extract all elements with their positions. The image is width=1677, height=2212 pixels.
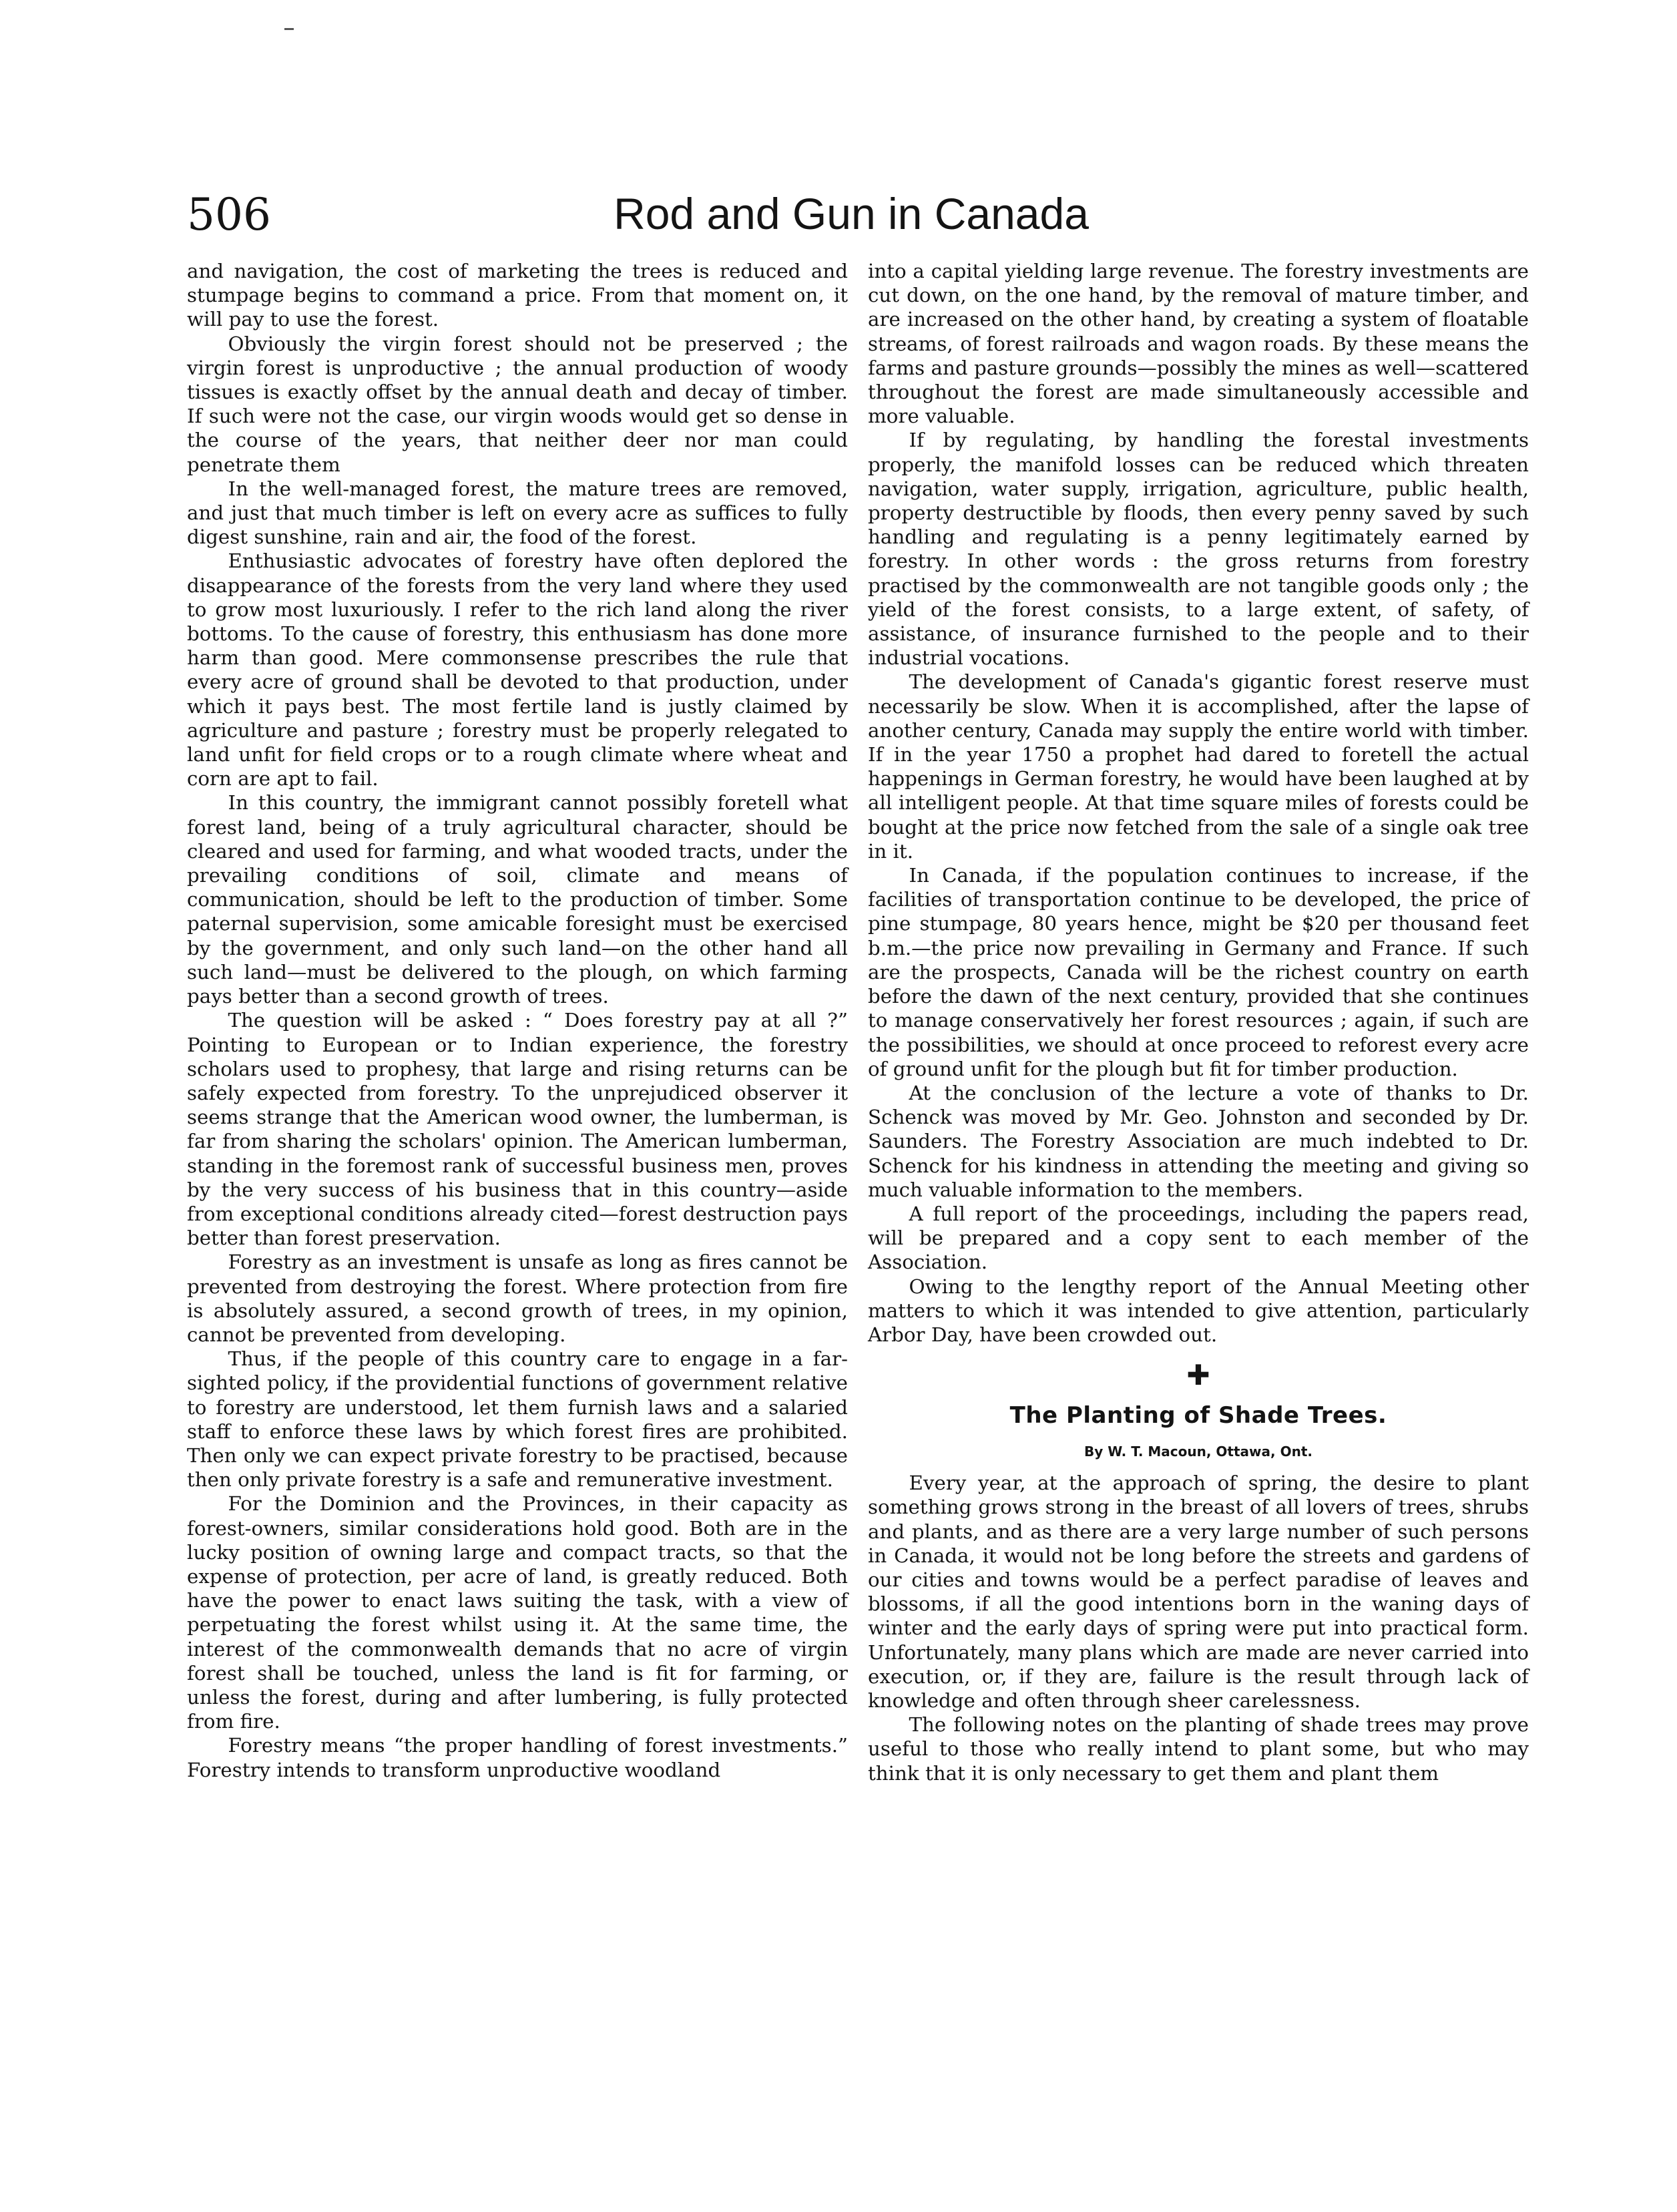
paragraph: The development of Canada's gigantic forest reserve must necessarily be slow. When it is accomplished, after the lapse of another century, Canada may supply the entire world with timber. If in the year 1750 a prophet had dared to foretell the actual happenings in German forestry, he would have been laughed at by all intelligent people. At that time square miles of forests could be bought at the price now fetched from the sale of a single oak tree in it. bbox=[868, 670, 1529, 863]
paragraph: The question will be asked : “ Does forestry pay at all ?” Pointing to European or to Indian experience, the forestry scholars used to prophesy, that large and rising returns can be safely expected from forestry. To the unprejudiced observer it seems strange that the American wood owner, the lumberman, is far from sharing the scholars' opinion. The American lumberman, standing in the foremost rank of successful business men, proves by the very success of his business that in this country—aside from exceptional conditions already cited—forest destruction pays better than forest preservation. bbox=[187, 1009, 848, 1250]
paragraph: Forestry means “the proper handling of forest investments.” Forestry intends to transform unproductive woodland bbox=[187, 1734, 848, 1781]
paragraph: Every year, at the approach of spring, the desire to plant something grows strong in the breast of all lovers of trees, shrubs and plants, and as there are a very large number of such persons in Canada, it would not be long before the streets and gardens of our cities and towns would be a perfect paradise of leaves and blossoms, if all the good intentions born in the waning days of winter and the early days of spring were put into practical form. Unfortunately, many plans which are made are never carried into execution, or, if they are, failure is the result through lack of knowledge and often through sheer carelessness. bbox=[868, 1472, 1529, 1712]
section-divider-ornament: ✚ bbox=[1186, 1359, 1210, 1392]
right-column bbox=[868, 259, 1529, 1785]
paragraph: If by regulating, by handling the forestal investments properly, the manifold losses can be reduced which threaten navigation, water supply, irrigation, agriculture, public health, property destructible by floods, then every penny saved by such handling and regulating is a penny legitimately earned by forestry. In other words : the gross returns from forestry practised by the commonwealth are not tangible goods only ; the yield of the forest consists, to a large extent, of safety, of assistance, of insurance furnished to the people and to their industrial vocations. bbox=[868, 429, 1529, 670]
running-title: Rod and Gun in Canada bbox=[614, 189, 1089, 238]
page-number: 506 bbox=[187, 189, 271, 240]
article-title: The Planting of Shade Trees. bbox=[1009, 1402, 1387, 1429]
paragraph: The following notes on the planting of shade trees may prove useful to those who really intend to plant some, but who may think that it is only necessary to get them and plant them bbox=[868, 1713, 1529, 1785]
margin-mark bbox=[284, 28, 294, 30]
paragraph: A full report of the proceedings, including the papers read, will be prepared and a copy sent to each member of the Association. bbox=[868, 1202, 1529, 1274]
paragraph: Thus, if the people of this country care to engage in a far-sighted policy, if the providential functions of government relative to forestry are understood, let them furnish laws and a salaried staff to enforce these laws by which forest fires are prohibited. Then only we can expect private forestry to be practised, because then only private forestry is a safe and remunerative investment. bbox=[187, 1347, 848, 1492]
article-byline: By W. T. Macoun, Ottawa, Ont. bbox=[1084, 1444, 1312, 1460]
paragraph: At the conclusion of the lecture a vote of thanks to Dr. Schenck was moved by Mr. Geo. Johnston and seconded by Dr. Saunders. The Forestry Association are much indebted to Dr. Schenck for his kindness in attending the meeting and giving so much valuable information to the members. bbox=[868, 1081, 1529, 1201]
paragraph: For the Dominion and the Provinces, in their capacity as forest-owners, similar considerations hold good. Both are in the lucky position of owning large and compact tracts, so that the expense of protection, per acre of land, is greatly reduced. Both have the power to enact laws suiting the task, with a view of perpetuating the forest whilst using it. At the same time, the interest of the commonwealth demands that no acre of virgin forest shall be touched, unless the land is fit for farming, or unless the forest, during and after lumbering, is fully protected from fire. bbox=[187, 1492, 848, 1733]
paragraph: Obviously the virgin forest should not be preserved ; the virgin forest is unproductive ; the annual production of woody tissues is exactly offset by the annual death and decay of timber. If such were not the case, our virgin woods would get so dense in the course of the years, that neither deer nor man could penetrate them bbox=[187, 332, 848, 476]
paragraph: In Canada, if the population continues to increase, if the facilities of transportation continue to be developed, the price of pine stumpage, 80 years hence, might be $20 per thousand feet b.m.—the price now prevailing in Germany and France. If such are the prospects, Canada will be the richest country on earth before the dawn of the next century, provided that she continues to manage conservatively her forest resources ; again, if such are the possibilities, we should at once proceed to reforest every acre of ground unfit for the plough but fit for timber production. bbox=[868, 864, 1529, 1080]
paragraph: In the well-managed forest, the mature trees are removed, and just that much timber is left on every acre as suffices to fully digest sunshine, rain and air, the food of the forest. bbox=[187, 477, 848, 549]
paragraph: Owing to the lengthy report of the Annual Meeting other matters to which it was intended to give attention, particularly Arbor Day, have been crowded out. bbox=[868, 1275, 1529, 1346]
paragraph: Forestry as an investment is unsafe as long as fires cannot be prevented from destroying the forest. Where protection from fire is absolutely assured, a second growth of trees, in my opinion, cannot be prevented from developing. bbox=[187, 1251, 848, 1346]
page-header bbox=[187, 179, 1515, 252]
paragraph: In this country, the immigrant cannot possibly foretell what forest land, being of a truly agricultural character, should be cleared and used for farming, and what wooded tracts, under the prevailing conditions of soil, climate and means of communication, should be left to the production of timber. Some paternal supervision, some amicable foresight must be exercised by the government, and only such land—on the other hand all such land—must be delivered to the plough, on which farming pays better than a second growth of trees. bbox=[187, 791, 848, 1008]
paragraph: and navigation, the cost of marketing the trees is reduced and stumpage begins to command a price. From that moment on, it will pay to use the forest. bbox=[187, 260, 848, 331]
left-column bbox=[187, 259, 848, 1782]
paragraph: into a capital yielding large revenue. The forestry investments are cut down, on the one hand, by the removal of mature timber, and are increased on the other hand, by creating a system of floatable streams, of forest railroads and wagon roads. By these means the farms and pasture grounds—possibly the mines as well—scattered throughout the forest are made simultaneously accessible and more valuable. bbox=[868, 260, 1529, 428]
paragraph: Enthusiastic advocates of forestry have often deplored the disappearance of the forests from the very land where they used to grow most luxuriously. I refer to the rich land along the river bottoms. To the cause of forestry, this enthusiasm has done more harm than good. Mere commonsense prescribes the rule that every acre of ground shall be devoted to that production, under which it pays best. The most fertile land is justly claimed by agriculture and pasture ; forestry must be properly relegated to land unfit for field crops or to a rough climate where wheat and corn are apt to fail. bbox=[187, 549, 848, 791]
